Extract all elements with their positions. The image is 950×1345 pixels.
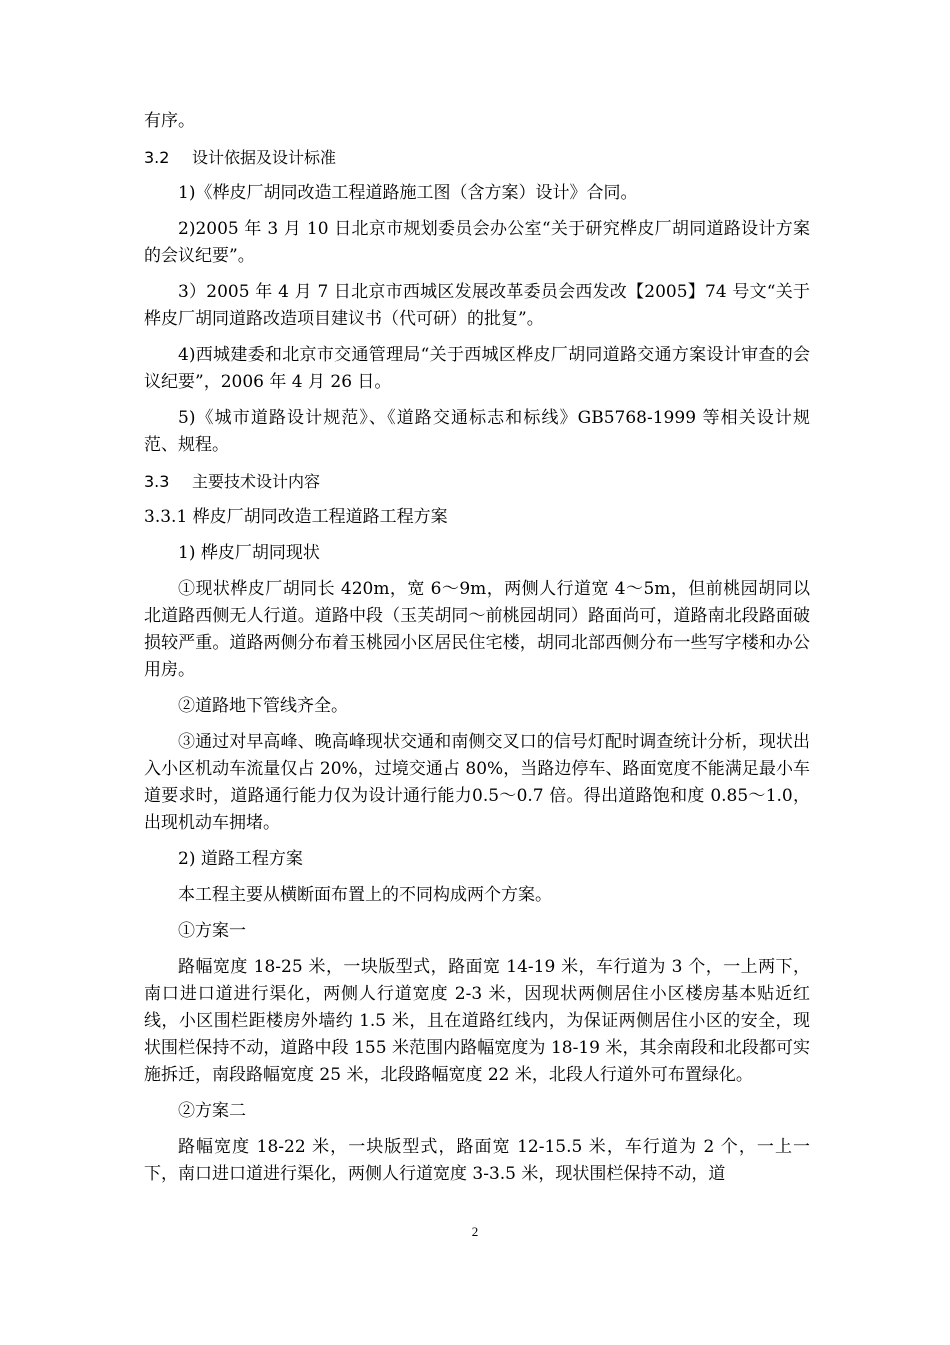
paragraph: ③通过对早高峰、晚高峰现状交通和南侧交叉口的信号灯配时调查统计分析，现状出入小区机动车流量仅占 20%，过境交通占 80%，当路边停车、路面宽度不能满足最小车道要求时，道路通行能力仅为设计通行能力0.5～0.7 倍。得出道路饱和度 0.85～1.0，出现机动车拥堵。 [144, 732, 810, 833]
page-number: 2 [471, 1224, 479, 1239]
document-body [144, 108, 810, 1197]
paragraph: 本工程主要从横断面布置上的不同构成两个方案。 [178, 885, 552, 905]
section-title: 主要技术设计内容 [192, 472, 321, 491]
paragraph: ①方案一 [178, 921, 246, 941]
paragraph: 4)西城建委和北京市交通管理局“关于西城区桦皮厂胡同道路交通方案设计审查的会议纪要”，2006 年 4 月 26 日。 [144, 345, 810, 392]
paragraph: 5)《城市道路设计规范》、《道路交通标志和标线》GB5768-1999 等相关设计规范、规程。 [144, 408, 810, 455]
paragraph: 2) 道路工程方案 [178, 849, 303, 869]
paragraph: 1)《桦皮厂胡同改造工程道路施工图（含方案）设计》合同。 [178, 183, 638, 203]
paragraph: ②道路地下管线齐全。 [178, 696, 348, 716]
paragraph: 2)2005 年 3 月 10 日北京市规划委员会办公室“关于研究桦皮厂胡同道路设计方案的会议纪要”。 [144, 219, 810, 266]
paragraph: 路幅宽度 18-25 米，一块版型式，路面宽 14-19 米，车行道为 3 个，一上两下，南口进口道进行渠化，两侧人行道宽度 2-3 米，因现状两侧居住小区楼房基本贴近红线，小区围栏距楼房外墙约 1.5 米，且在道路红线内，为保证两侧居住小区的安全，现状围栏保持不动，道路中段 155 米范围内路幅宽度为 18-19 米，其余南段和北段都可实施拆迁，南段路幅宽度 25 米，北段路幅宽度 22 米，北段人行道外可布置绿化。 [144, 957, 810, 1085]
paragraph: 路幅宽度 18-22 米，一块版型式，路面宽 12-15.5 米，车行道为 2 个，一上一下，南口进口道进行渠化，两侧人行道宽度 3-3.5 米，现状围栏保持不动，道 [144, 1137, 810, 1184]
paragraph: ①现状桦皮厂胡同长 420m，宽 6～9m，两侧人行道宽 4～5m，但前桃园胡同以北道路西侧无人行道。道路中段（玉芙胡同～前桃园胡同）路面尚可，道路南北段路面破损较严重。道路两侧分布着玉桃园小区居民住宅楼，胡同北部西侧分布一些写字楼和办公用房。 [144, 579, 810, 680]
paragraph: 有序。 [144, 111, 195, 131]
section-number: 3.2 [144, 148, 170, 167]
paragraph: 3）2005 年 4 月 7 日北京市西城区发展改革委员会西发改【2005】74 号文“关于桦皮厂胡同道路改造项目建议书（代可研）的批复”。 [144, 282, 810, 329]
section-number: 3.3 [144, 472, 170, 491]
section-title: 设计依据及设计标准 [192, 148, 337, 167]
section-heading-3-2 [144, 144, 810, 171]
paragraph: ②方案二 [178, 1101, 246, 1121]
subsection-heading-3-3-1: 3.3.1 桦皮厂胡同改造工程道路工程方案 [144, 507, 448, 527]
paragraph: 1) 桦皮厂胡同现状 [178, 543, 320, 563]
section-heading-3-3 [144, 468, 810, 495]
